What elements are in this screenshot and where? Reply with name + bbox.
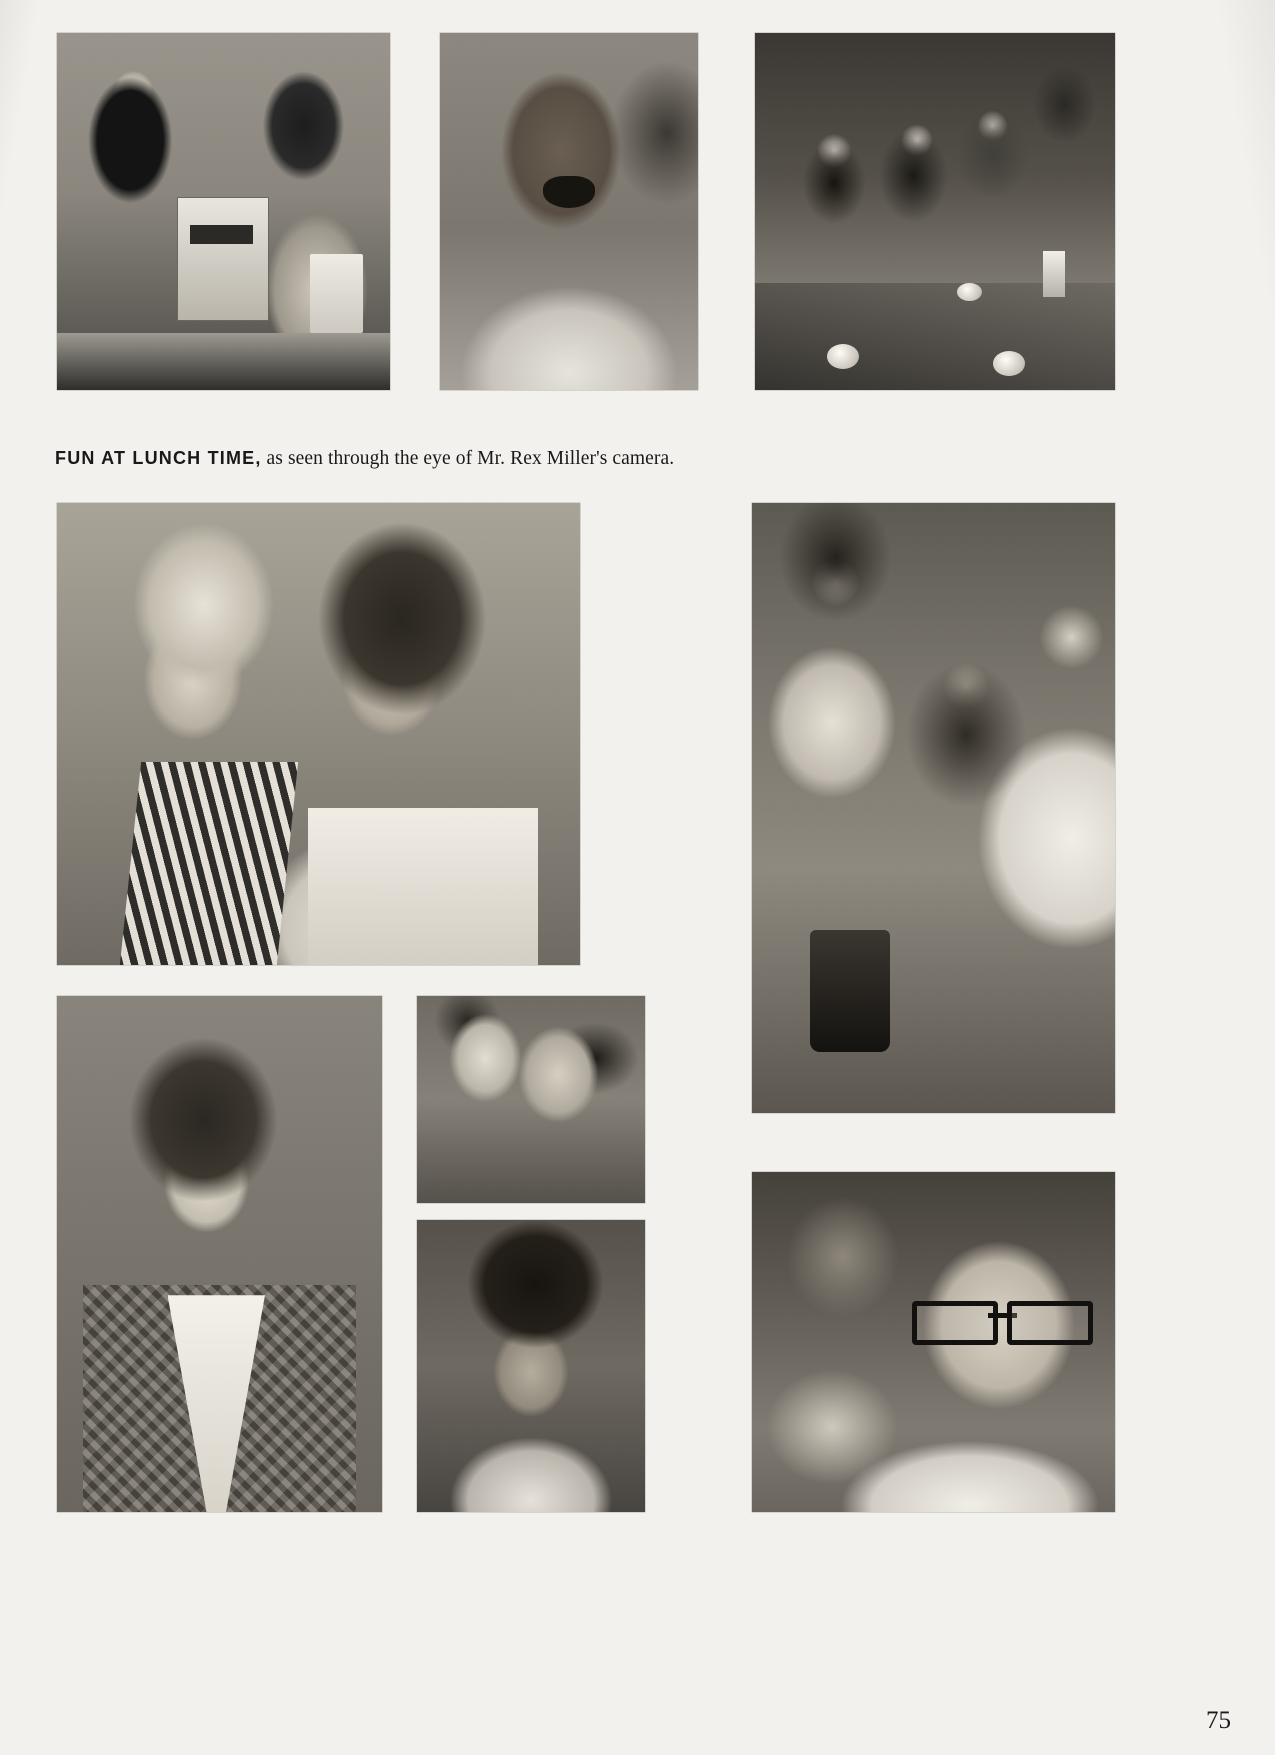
caption-rest: as seen through the eye of Mr. Rex Miller's camera.	[261, 447, 675, 469]
photo-cafeteria-register	[57, 33, 390, 390]
photo-laughing-student	[440, 33, 698, 390]
caption-lead: FUN AT LUNCH TIME,	[55, 447, 262, 468]
eyeglasses-icon	[912, 1301, 1094, 1335]
photo-two-girls-smiling	[417, 996, 645, 1203]
photo-two-girls-eating	[57, 503, 580, 965]
caption	[55, 444, 745, 473]
photo-dark-haired-woman	[417, 1220, 645, 1512]
photo-lunch-table-group	[755, 33, 1115, 390]
photo-woman-patterned-vest	[57, 996, 382, 1512]
photo-outdoor-handshake	[752, 503, 1115, 1113]
photo-boy-with-glasses	[752, 1172, 1115, 1512]
page-number: 75	[1206, 1707, 1231, 1734]
